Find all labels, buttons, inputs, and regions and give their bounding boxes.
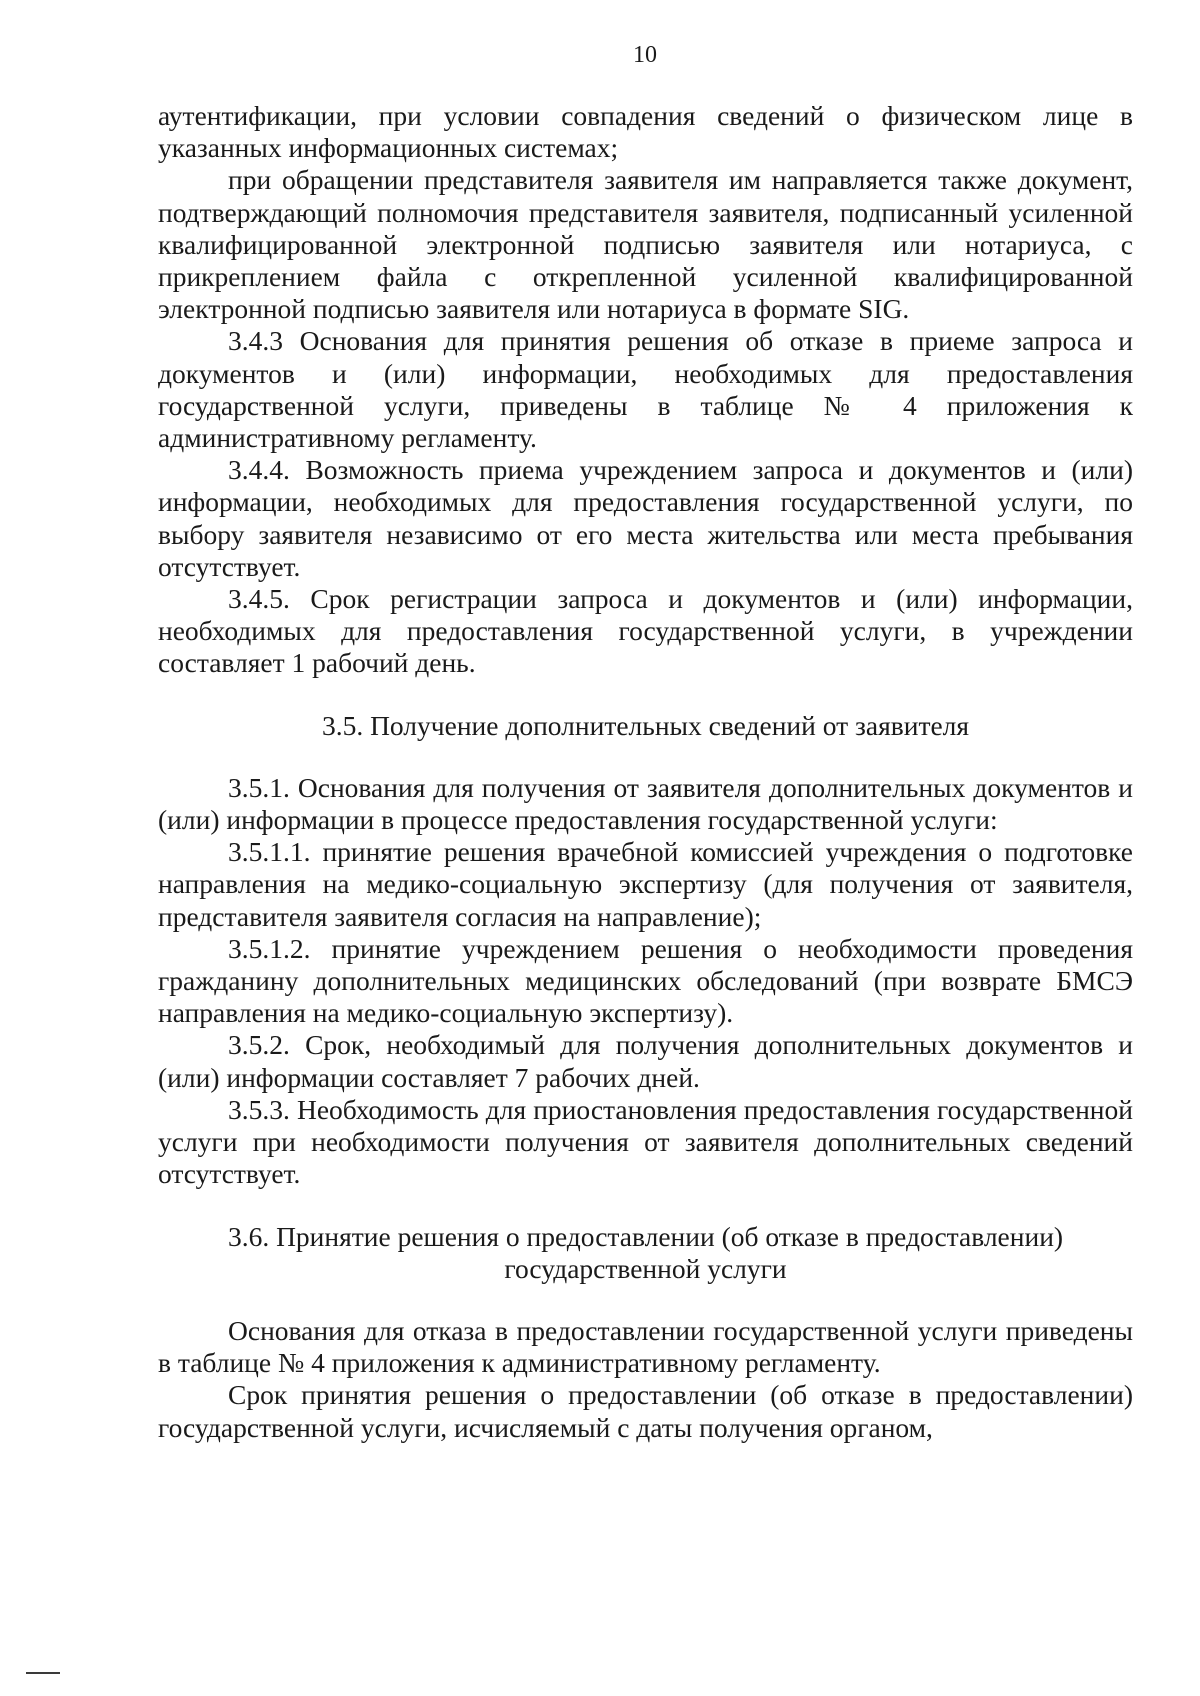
section-heading-3-5: 3.5. Получение дополнительных сведений от заявителя: [321, 709, 970, 741]
paragraph-3-4-3: 3.4.3 Основания для принятия решения об отказе в приеме запроса и документов и (или) информации, необходимых для предоставления государственной услуги, приведены в таблице № 4 приложения к административному регламенту.: [158, 325, 1133, 454]
paragraph-3-4-4: 3.4.4. Возможность приема учреждением запроса и документов и (или) информации, необходимых для предоставления государственной услуги, по выбору заявителя независимо от его места жительства или места пребывания отсутствует.: [158, 454, 1133, 582]
section-heading-3-6-line1: 3.6. Принятие решения о предоставлении (об отказе в предоставлении): [227, 1220, 1064, 1252]
paragraph-representative: при обращении представителя заявителя им направляется также документ, подтверждающий полномочия представителя заявителя, подписанный усиленной квалифицированной электронной подписью заявителя или нотариуса, с прикреплением файла с открепленной усиленной квалифицированной электронной подписью заявителя или нотариуса в формате SIG.: [158, 164, 1133, 325]
paragraph-authentication: аутентификации, при условии совпадения сведений о физическом лице в указанных информационных системах;: [158, 100, 1133, 164]
footer-mark: [26, 1672, 60, 1674]
paragraph-3-5-1: 3.5.1. Основания для получения от заявителя дополнительных документов и (или) информации в процессе предоставления государственной услуги:: [158, 771, 1133, 836]
paragraph-decision-deadline: Срок принятия решения о предоставлении (об отказе в предоставлении) государственной услуги, исчисляемый с даты получения органом,: [158, 1379, 1133, 1443]
paragraph-3-4-5: 3.4.5. Срок регистрации запроса и документов и (или) информации, необходимых для предоставления государственной услуги, в учреждении составляет 1 рабочий день.: [158, 583, 1133, 679]
page-number: 10: [633, 42, 657, 68]
paragraph-refusal-grounds: Основания для отказа в предоставлении государственной услуги приведены в таблице № 4 приложения к административному регламенту.: [158, 1314, 1133, 1379]
document-body: [158, 100, 1133, 1444]
section-heading-3-6: [158, 1221, 1133, 1285]
paragraph-3-5-1-1: 3.5.1.1. принятие решения врачебной комиссией учреждения о подготовке направления на медико-социальную экспертизу (для получения от заявителя, представителя заявителя согласия на направление);: [158, 836, 1133, 932]
section-heading-3-6-line2: государственной услуги: [504, 1252, 787, 1284]
paragraph-3-5-3: 3.5.3. Необходимость для приостановления предоставления государственной услуги при необходимости получения от заявителя дополнительных сведений отсутствует.: [158, 1093, 1133, 1190]
paragraph-3-5-2: 3.5.2. Срок, необходимый для получения дополнительных документов и (или) информации составляет 7 рабочих дней.: [158, 1029, 1133, 1093]
paragraph-3-5-1-2: 3.5.1.2. принятие учреждением решения о необходимости проведения гражданину дополнительных медицинских обследований (при возврате БМСЭ направления на медико-социальную экспертизу).: [158, 932, 1133, 1029]
